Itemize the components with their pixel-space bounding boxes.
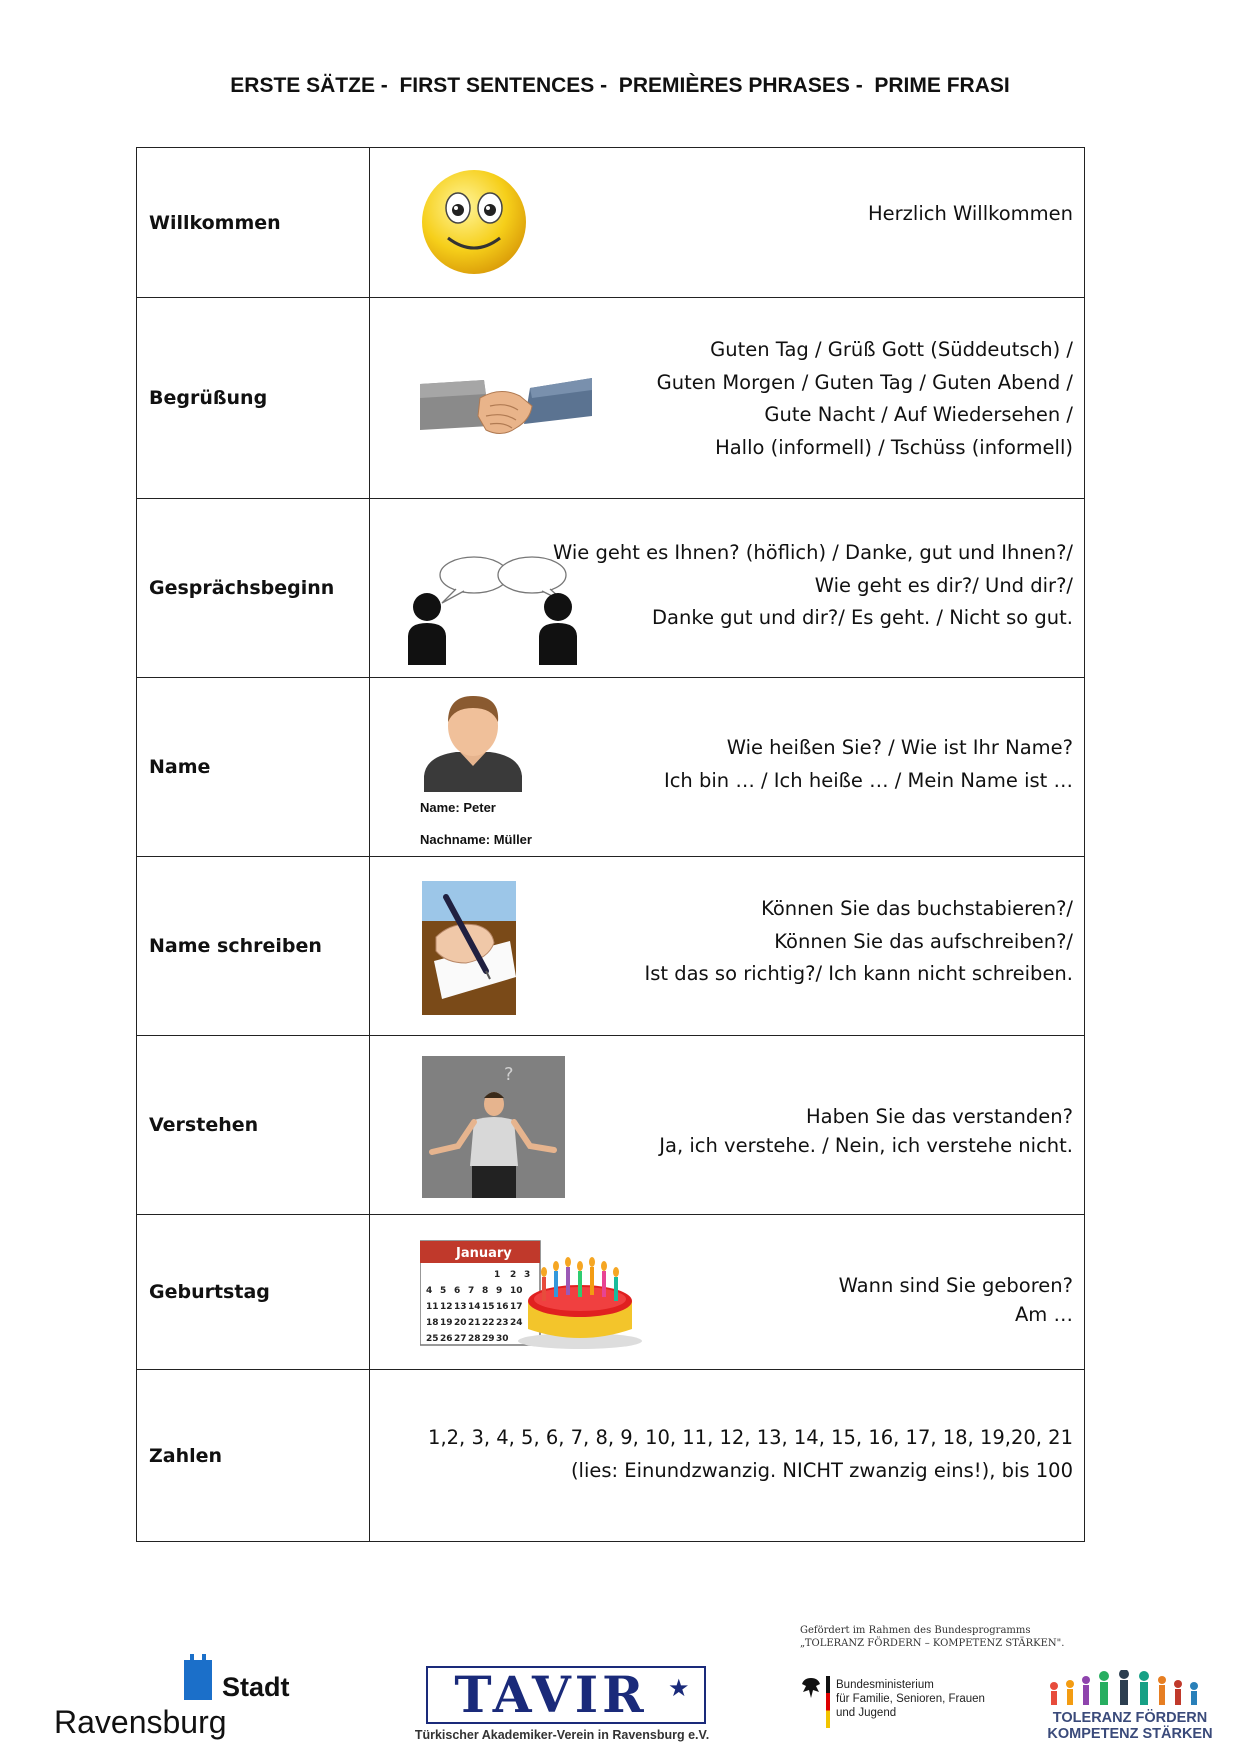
- calendar-month: January: [456, 1246, 512, 1261]
- svg-text:2: 2: [510, 1270, 517, 1280]
- row-label: Verstehen: [137, 1036, 370, 1215]
- writing-hand-icon: [422, 881, 516, 1015]
- svg-text:24: 24: [510, 1318, 523, 1328]
- table-row: [137, 1215, 1085, 1370]
- svg-text:30: 30: [496, 1334, 509, 1344]
- row-content: [370, 148, 1085, 298]
- svg-text:19: 19: [440, 1318, 453, 1328]
- flag-stripe: [826, 1676, 830, 1728]
- svg-text:1: 1: [494, 1270, 501, 1280]
- row-content: [370, 1036, 1085, 1215]
- svg-text:25: 25: [426, 1334, 439, 1344]
- svg-text:15: 15: [482, 1302, 495, 1312]
- svg-text:28: 28: [468, 1334, 481, 1344]
- table-row: [137, 1036, 1085, 1215]
- ministry-text: Bundesministerium für Familie, Senioren, Frauen und Jugend: [836, 1679, 985, 1719]
- svg-text:23: 23: [496, 1318, 509, 1328]
- confused-person-icon: [422, 1056, 565, 1198]
- table-row: [137, 499, 1085, 678]
- stadt-ravensburg-logo: Stadt Ravensburg: [54, 1654, 314, 1744]
- phrase-text: Wie heißen Sie? / Wie ist Ihr Name? Ich bin … / Ich heiße … / Mein Name ist …: [663, 736, 1073, 792]
- svg-text:22: 22: [482, 1318, 495, 1328]
- svg-text:6: 6: [454, 1286, 461, 1296]
- svg-text:4: 4: [426, 1286, 433, 1296]
- row-label: Name schreiben: [137, 857, 370, 1036]
- row-label: Begrüßung: [137, 298, 370, 499]
- svg-text:9: 9: [496, 1286, 503, 1296]
- row-content: [370, 499, 1085, 678]
- avatar-caption: Name: Peter Nachname: Müller: [420, 800, 532, 847]
- phrase-text: Herzlich Willkommen: [867, 202, 1073, 225]
- svg-text:11: 11: [426, 1302, 439, 1312]
- svg-text:21: 21: [468, 1318, 481, 1328]
- row-label: Gesprächsbeginn: [137, 499, 370, 678]
- svg-text:17: 17: [510, 1302, 523, 1312]
- phrase-text: 1,2, 3, 4, 5, 6, 7, 8, 9, 10, 11, 12, 13, 14, 15, 16, 17, 18, 19,20, 21 (lies: Einundzwanzig. NICHT zwanzig eins!), bis 100: [428, 1426, 1073, 1482]
- table-row: [137, 857, 1085, 1036]
- row-content: [370, 298, 1085, 499]
- toleranz-logo: [1040, 1670, 1220, 1750]
- row-content: [370, 1215, 1085, 1370]
- star-icon: ★: [668, 1674, 690, 1702]
- svg-text:29: 29: [482, 1334, 495, 1344]
- phrase-text: Wann sind Sie geboren? Am …: [838, 1274, 1073, 1326]
- svg-text:16: 16: [496, 1302, 509, 1312]
- svg-text:5: 5: [440, 1286, 447, 1296]
- svg-text:14: 14: [468, 1302, 481, 1312]
- table-row: [137, 148, 1085, 298]
- svg-text:20: 20: [454, 1318, 467, 1328]
- svg-text:7: 7: [468, 1286, 475, 1296]
- phrase-text: Haben Sie das verstanden? Ja, ich verstehe. / Nein, ich verstehe nicht.: [659, 1105, 1073, 1157]
- svg-text:8: 8: [482, 1286, 489, 1296]
- eagle-icon: [800, 1676, 822, 1700]
- svg-text:12: 12: [440, 1302, 453, 1312]
- tower-icon: [184, 1654, 212, 1700]
- svg-text:3: 3: [524, 1270, 531, 1280]
- toleranz-text: TOLERANZ FÖRDERN KOMPETENZ STÄRKEN: [1047, 1710, 1213, 1742]
- table-row: [137, 678, 1085, 857]
- ministry-logo: [800, 1676, 1020, 1736]
- person-avatar-icon: [422, 692, 524, 792]
- row-label: Zahlen: [137, 1370, 370, 1542]
- row-content: [370, 678, 1085, 857]
- people-group-icon: [1046, 1670, 1206, 1706]
- handshake-icon: [420, 376, 592, 442]
- row-label: Geburtstag: [137, 1215, 370, 1370]
- svg-text:10: 10: [510, 1286, 523, 1296]
- funding-note: Gefördert im Rahmen des Bundesprogramms „TOLERANZ FÖRDERN – KOMPETENZ STÄRKEN".: [800, 1625, 1065, 1649]
- phrase-text: Wie geht es Ihnen? (höflich) / Danke, gut und Ihnen?/ Wie geht es dir?/ Und dir?/ Danke gut und dir?/ Es geht. / Nicht so gut.: [553, 541, 1073, 629]
- svg-text:26: 26: [440, 1334, 453, 1344]
- page-title: ERSTE SÄTZE - FIRST SENTENCES - PREMIÈRES PHRASES - PRIME FRASI: [230, 74, 1010, 97]
- svg-text:27: 27: [454, 1334, 467, 1344]
- svg-text:13: 13: [454, 1302, 467, 1312]
- svg-text:?: ?: [504, 1064, 514, 1085]
- phrase-text: Guten Tag / Grüß Gott (Süddeutsch) / Guten Morgen / Guten Tag / Guten Abend / Gute Nacht / Auf Wiedersehen / Hallo (informell) / Tschüss (informell): [656, 338, 1073, 459]
- row-content: [370, 1370, 1085, 1542]
- row-label: Willkommen: [137, 148, 370, 298]
- tavir-logo: TAVIR ★ Türkischer Akademiker-Verein in Ravensburg e.V.: [414, 1665, 710, 1742]
- table-row: [137, 1370, 1085, 1542]
- calendar-cake-icon: [420, 1237, 644, 1349]
- smiley-icon: [420, 168, 528, 276]
- row-label: Name: [137, 678, 370, 857]
- phrase-table: [136, 147, 1085, 1542]
- row-content: [370, 857, 1085, 1036]
- phrase-text: Können Sie das buchstabieren?/ Können Sie das aufschreiben?/ Ist das so richtig?/ Ich kann nicht schreiben.: [644, 897, 1073, 985]
- table-row: [137, 298, 1085, 499]
- svg-text:18: 18: [426, 1318, 439, 1328]
